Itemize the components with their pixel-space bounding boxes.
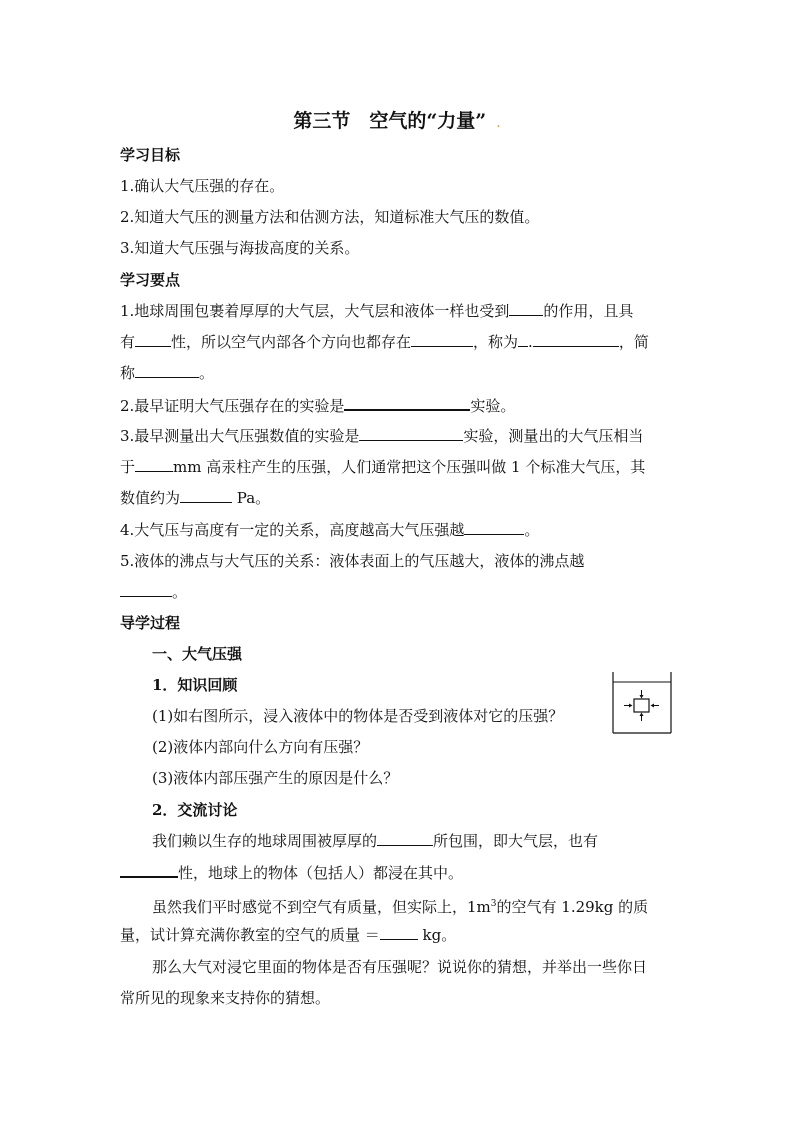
discussion-1-line-1: 我们赖以生存的地球周围被厚厚的 所包围，即大气层，也有: [152, 832, 599, 850]
question-1: (1)如右图所示，浸入液体中的物体是否受到液体对它的压强？: [152, 707, 564, 725]
goals-heading: 学习目标: [120, 146, 181, 164]
discussion-3-line-1: 那么大气对浸它里面的物体是否有压强呢？说说你的猜想，并举出一些你日: [152, 958, 648, 976]
point-4: 4.大气压与高度有一定的关系，高度越高大气压强越 。: [120, 521, 540, 539]
point-3-line-1: 3.最早测量出大气压强数值的实验是 实验，测量出的大气压相当: [120, 427, 644, 445]
blank: [509, 301, 543, 316]
blank: [135, 457, 173, 472]
question-3: (3)液体内部压强产生的原因是什么？: [152, 769, 399, 787]
blank: [464, 520, 524, 535]
blank: [120, 582, 172, 597]
point-1-line-3: 称 。: [120, 364, 215, 382]
sub-2-heading: 2．交流讨论: [152, 801, 238, 819]
blank: [135, 332, 171, 347]
point-2: 2.最早证明大气压强存在的实验是 实验。: [120, 397, 516, 415]
blank: [533, 332, 619, 347]
goal-item-1: 1.确认大气压强的存在。: [120, 177, 285, 195]
blank: [411, 332, 473, 347]
discussion-2-line-2: 量，试计算充满你教室的空气的质量 ＝ kg。: [120, 926, 457, 944]
point-1-line-2: 有 性，所以空气内部各个方向也都存在 ，称为 . ，简: [120, 333, 649, 351]
blank: [180, 488, 232, 503]
blank: [380, 925, 418, 940]
point-3-line-2: 于 mm 高汞柱产生的压强，人们通常把这个压强叫做 1 个标准大气压，其: [120, 458, 646, 476]
liquid-pressure-figure: [612, 672, 672, 734]
discussion-3-line-2: 常所见的现象来支持你的猜想。: [120, 989, 331, 1007]
point-3-line-3: 数值约为 Pa。: [120, 489, 271, 507]
point-5-line-1: 5.液体的沸点与大气压的关系：液体表面上的气压越大，液体的沸点越: [120, 552, 585, 570]
part-1-heading: 一、大气压强: [152, 645, 243, 663]
goal-item-2: 2.知道大气压的测量方法和估测方法，知道标准大气压的数值。: [120, 208, 540, 226]
blank: [120, 862, 178, 878]
title-mark: .: [496, 115, 501, 131]
blank: [344, 395, 470, 411]
question-2: (2)液体内部向什么方向有压强？: [152, 738, 369, 756]
goal-item-3: 3.知道大气压强与海拔高度的关系。: [120, 239, 360, 257]
page-title: 第三节 空气的“力量” .: [293, 110, 501, 132]
points-heading: 学习要点: [120, 271, 181, 289]
container-diagram: [612, 672, 672, 734]
discussion-2-line-1: 虽然我们平时感觉不到空气有质量，但实际上，$1m^3$的空气有 1.29kg 的质: [152, 898, 649, 916]
sub-1-heading: 1．知识回顾: [152, 676, 238, 694]
blank: [359, 426, 463, 441]
blank: [135, 363, 199, 378]
point-1-line-1: 1.地球周围包裹着厚厚的大气层，大气层和液体一样也受到 的作用，且具: [120, 302, 634, 320]
blank: [518, 332, 528, 347]
point-5-line-2: 。: [120, 582, 187, 602]
discussion-1-line-2: 性，地球上的物体（包括人）都浸在其中。: [120, 862, 463, 883]
guide-heading: 导学过程: [120, 614, 181, 632]
blank: [377, 831, 433, 846]
